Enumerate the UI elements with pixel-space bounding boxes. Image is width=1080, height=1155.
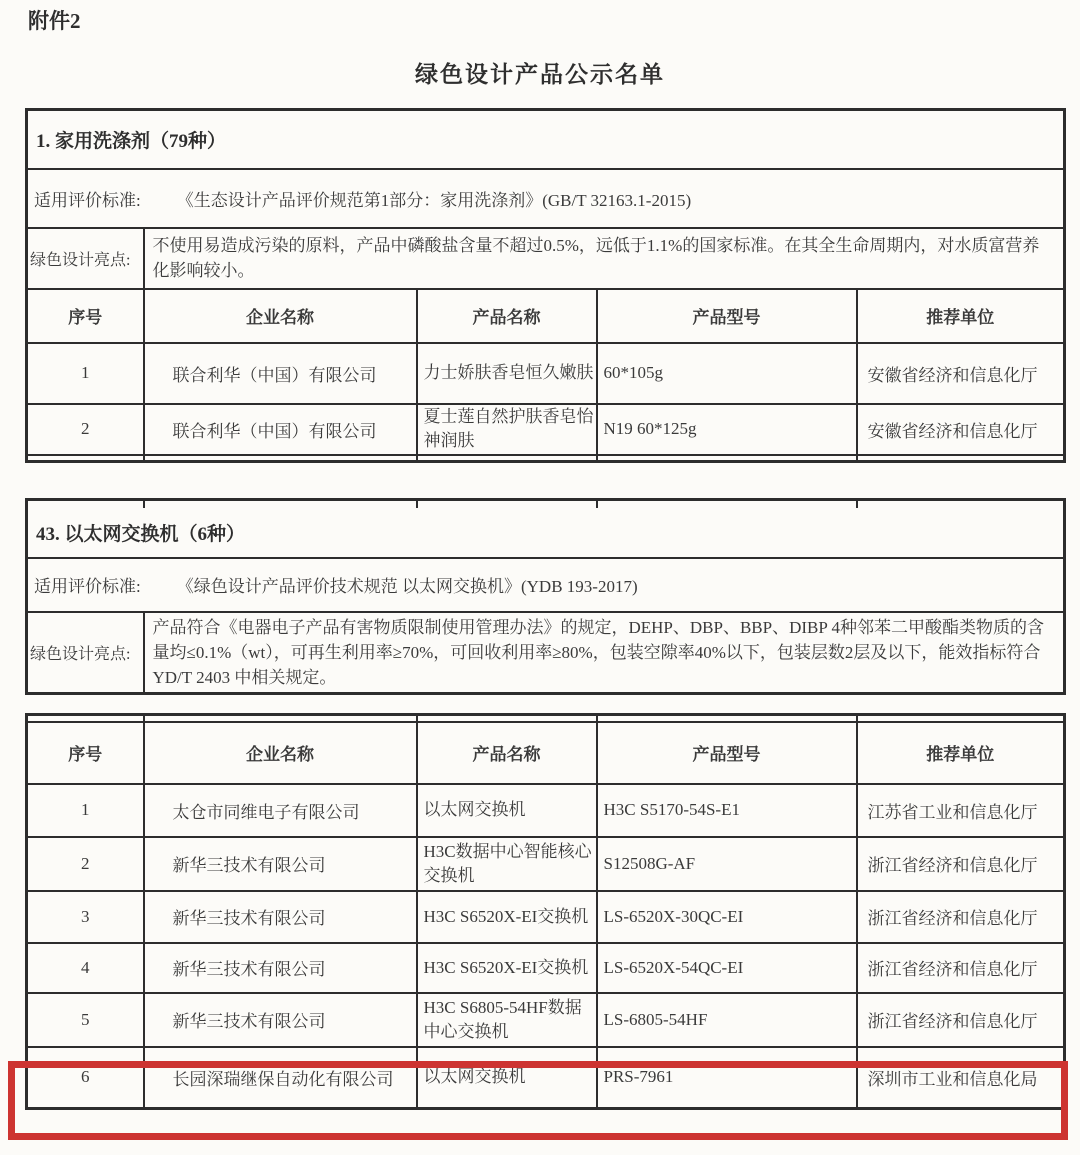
attachment-label: 附件2 [28, 9, 81, 33]
cell-company: 联合利华（中国）有限公司 [144, 343, 417, 404]
section-heading-row [27, 508, 1065, 558]
cell-recommender: 安徽省经济和信息化厅 [857, 404, 1065, 455]
cell-product: 夏士莲自然护肤香皂怡神润肤 [417, 404, 597, 455]
torn-cell [857, 455, 1065, 462]
section-1-table [25, 108, 1066, 463]
cell-model: LS-6805-54HF [597, 993, 857, 1047]
cell-product: H3C数据中心智能核心交换机 [417, 837, 597, 891]
torn-cell [857, 715, 1065, 722]
highlight-value: 产品符合《电器电子产品有害物质限制使用管理办法》的规定，DEHP、DBP、BBP、DIBP 4种邻苯二甲酸酯类物质的含量均≤0.1%（wt），可再生利用率≥70%，可回收利用率≥80%，包装空隙率40%以下，包装层数2层及以下，能效指标符合YD/T 2403 中相关规定。 [144, 612, 1065, 694]
table-row [27, 943, 1065, 993]
table-header-row [27, 722, 1065, 784]
torn-cell [417, 500, 597, 508]
table-row [27, 784, 1065, 837]
header-model: 产品型号 [597, 722, 857, 784]
torn-cell [144, 715, 417, 722]
cell-product: 力士娇肤香皂恒久嫩肤 [417, 343, 597, 404]
cell-model: PRS-7961 [597, 1047, 857, 1109]
section-1-heading: 1. 家用洗涤剂（79种） [27, 110, 1065, 169]
section-43-product-table [25, 713, 1066, 1110]
header-recommender: 推荐单位 [857, 289, 1065, 343]
torn-cell [417, 715, 597, 722]
highlight-value: 不使用易造成污染的原料，产品中磷酸盐含量不超过0.5%，远低于1.1%的国家标准。在其全生命周期内，对水质富营养化影响较小。 [144, 228, 1065, 289]
table-header-row [27, 289, 1065, 343]
highlight-row [27, 612, 1065, 694]
torn-cell [597, 455, 857, 462]
header-model: 产品型号 [597, 289, 857, 343]
standard-value: 《绿色设计产品评价技术规范 以太网交换机》(YDB 193-2017) [176, 577, 638, 596]
cell-model: N19 60*125g [597, 404, 857, 455]
torn-cell [144, 455, 417, 462]
cell-product: H3C S6520X-EI交换机 [417, 891, 597, 943]
header-product: 产品名称 [417, 722, 597, 784]
table-row-highlighted [27, 1047, 1065, 1109]
header-company: 企业名称 [144, 722, 417, 784]
cell-model: H3C S5170-54S-E1 [597, 784, 857, 837]
cell-serial: 5 [27, 993, 144, 1047]
table-row [27, 993, 1065, 1047]
cell-product: H3C S6520X-EI交换机 [417, 943, 597, 993]
torn-cell [27, 715, 144, 722]
cell-serial: 2 [27, 404, 144, 455]
cell-product: 以太网交换机 [417, 784, 597, 837]
torn-cell [597, 500, 857, 508]
cell-serial: 2 [27, 837, 144, 891]
torn-cell [144, 500, 417, 508]
cell-model: LS-6520X-30QC-EI [597, 891, 857, 943]
document-title: 绿色设计产品公示名单 [415, 62, 665, 87]
table-row [27, 343, 1065, 404]
cell-recommender: 深圳市工业和信息化局 [857, 1047, 1065, 1109]
highlight-label: 绿色设计亮点: [27, 228, 144, 289]
cell-model: 60*105g [597, 343, 857, 404]
torn-cell [597, 715, 857, 722]
cell-recommender: 浙江省经济和信息化厅 [857, 943, 1065, 993]
cell-company: 新华三技术有限公司 [144, 891, 417, 943]
cell-recommender: 安徽省经济和信息化厅 [857, 343, 1065, 404]
header-recommender: 推荐单位 [857, 722, 1065, 784]
header-product: 产品名称 [417, 289, 597, 343]
highlight-label: 绿色设计亮点: [27, 612, 144, 694]
standard-row [27, 169, 1065, 228]
cell-company: 长园深瑞继保自动化有限公司 [144, 1047, 417, 1109]
torn-cell [27, 500, 144, 508]
cell-company: 新华三技术有限公司 [144, 943, 417, 993]
table-row [27, 891, 1065, 943]
cell-serial: 4 [27, 943, 144, 993]
section-heading-row [27, 110, 1065, 169]
torn-row [27, 715, 1065, 722]
standard-label: 适用评价标准: [34, 577, 141, 596]
cell-company: 新华三技术有限公司 [144, 993, 417, 1047]
torn-row [27, 500, 1065, 508]
table-row [27, 837, 1065, 891]
cell-recommender: 浙江省经济和信息化厅 [857, 837, 1065, 891]
header-company: 企业名称 [144, 289, 417, 343]
standard-row [27, 558, 1065, 612]
cell-recommender: 浙江省经济和信息化厅 [857, 993, 1065, 1047]
cell-serial: 3 [27, 891, 144, 943]
header-serial: 序号 [27, 289, 144, 343]
cell-company: 新华三技术有限公司 [144, 837, 417, 891]
cell-company: 太仓市同维电子有限公司 [144, 784, 417, 837]
standard-value: 《生态设计产品评价规范第1部分：家用洗涤剂》(GB/T 32163.1-2015) [176, 190, 692, 210]
torn-cell [417, 455, 597, 462]
cell-model: LS-6520X-54QC-EI [597, 943, 857, 993]
torn-cell [857, 500, 1065, 508]
cell-serial: 1 [27, 784, 144, 837]
torn-cell [27, 455, 144, 462]
section-43-header-table [25, 498, 1066, 695]
cell-company: 联合利华（中国）有限公司 [144, 404, 417, 455]
cell-recommender: 浙江省经济和信息化厅 [857, 891, 1065, 943]
highlight-row [27, 228, 1065, 289]
cell-recommender: 江苏省工业和信息化厅 [857, 784, 1065, 837]
section-43-heading: 43. 以太网交换机（6种） [27, 508, 1065, 558]
table-row [27, 404, 1065, 455]
standard-label: 适用评价标准: [34, 190, 141, 210]
cell-product: H3C S6805-54HF数据中心交换机 [417, 993, 597, 1047]
cell-serial: 6 [27, 1047, 144, 1109]
cell-product: 以太网交换机 [417, 1047, 597, 1109]
cell-serial: 1 [27, 343, 144, 404]
cell-model: S12508G-AF [597, 837, 857, 891]
torn-row [27, 455, 1065, 462]
header-serial: 序号 [27, 722, 144, 784]
